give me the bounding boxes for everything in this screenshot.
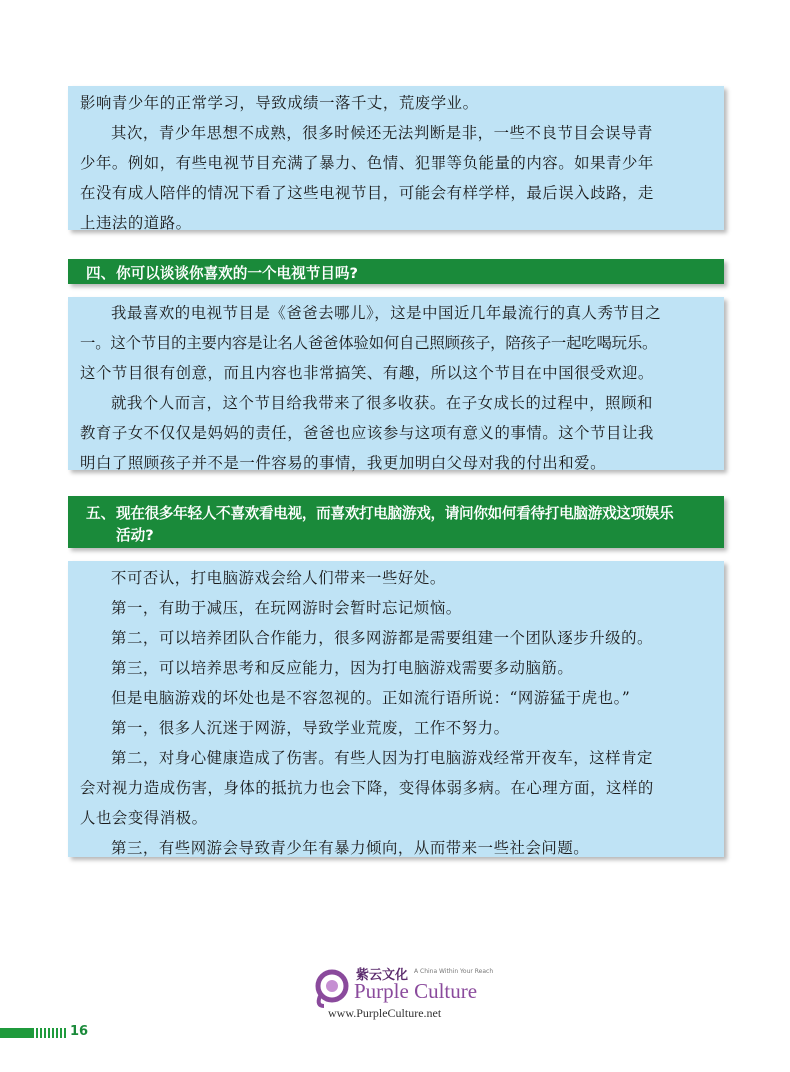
- answer-line: 明白了照顾孩子并不是一件容易的事情，我更加明白父母对我的付出和爱。: [80, 454, 607, 472]
- question-number: 四、: [86, 265, 116, 282]
- answer-line: 会对视力造成伤害，身体的抵抗力也会下降，变得体弱多病。在心理方面，这样的: [80, 779, 654, 797]
- answer-box-section-5: [68, 561, 724, 857]
- answer-line: 少年。例如，有些电视节目充满了暴力、色情、犯罪等负能量的内容。如果青少年: [80, 154, 654, 172]
- answer-line: 第一，有助于减压，在玩网游时会暂时忘记烦恼。: [111, 599, 462, 617]
- answer-line: 第二，对身心健康造成了伤害。有些人因为打电脑游戏经常开夜车，这样肯定: [111, 749, 653, 767]
- question-text-line-2: 活动?: [116, 527, 154, 544]
- purple-culture-logo: [312, 962, 492, 1024]
- answer-line: 在没有成人陪伴的情况下看了这些电视节目，可能会有样学样，最后误入歧路，走: [80, 184, 654, 202]
- answer-line: 第二，可以培养团队合作能力，很多网游都是需要组建一个团队逐步升级的。: [111, 629, 653, 647]
- answer-line: 教育子女不仅仅是妈妈的责任，爸爸也应该参与这项有意义的事情。这个节目让我: [80, 424, 654, 442]
- logo-tagline: A China Within Your Reach: [414, 968, 494, 975]
- answer-line: 其次，青少年思想不成熟，很多时候还无法判断是非，一些不良节目会误导青: [111, 124, 653, 142]
- answer-line: 上违法的道路。: [80, 214, 192, 232]
- answer-line: 人也会变得消极。: [80, 809, 208, 827]
- answer-line: 一。这个节目的主要内容是让名人爸爸体验如何自己照顾孩子，陪孩子一起吃喝玩乐。: [80, 334, 658, 352]
- footer-bar-solid: [0, 1028, 34, 1038]
- question-number: 五、: [86, 505, 116, 522]
- answer-line: 第三，可以培养思考和反应能力，因为打电脑游戏需要多动脑筋。: [111, 659, 574, 677]
- answer-line: 我最喜欢的电视节目是《爸爸去哪儿》，这是中国近几年最流行的真人秀节目之: [111, 304, 662, 322]
- answer-line: 就我个人而言，这个节目给我带来了很多收获。在子女成长的过程中，照顾和: [111, 394, 653, 412]
- answer-line: 影响青少年的正常学习，导致成绩一落千丈，荒废学业。: [80, 94, 479, 112]
- question-header-section-5: [68, 496, 724, 548]
- answer-line: 第三，有些网游会导致青少年有暴力倾向，从而带来一些社会问题。: [111, 839, 590, 857]
- answer-line: 第一，很多人沉迷于网游，导致学业荒废，工作不努力。: [111, 719, 510, 737]
- answer-line: 这个节目很有创意，而且内容也非常搞笑、有趣，所以这个节目在中国很受欢迎。: [80, 364, 654, 382]
- footer-bar-stripes: [36, 1028, 68, 1038]
- answer-line: 不可否认，打电脑游戏会给人们带来一些好处。: [111, 569, 446, 587]
- question-header-section-4: [68, 259, 724, 284]
- logo-url-text: www.PurpleCulture.net: [328, 1006, 442, 1020]
- question-text-line-1: 现在很多年轻人不喜欢看电视，而喜欢打电脑游戏，请问你如何看待打电脑游戏这项娱乐: [116, 505, 674, 522]
- question-text: 你可以谈谈你喜欢的一个电视节目吗?: [116, 265, 358, 282]
- logo-chinese-text: 紫云文化: [356, 968, 409, 983]
- footer-decoration: [0, 1028, 68, 1038]
- page-number: 16: [70, 1024, 89, 1039]
- answer-box-section-3: [68, 86, 724, 230]
- answer-box-section-4: [68, 297, 724, 470]
- logo-brand-text: Purple Culture: [354, 979, 478, 1003]
- answer-line: 但是电脑游戏的坏处也是不容忽视的。正如流行语所说：“网游猛于虎也。”: [111, 689, 631, 707]
